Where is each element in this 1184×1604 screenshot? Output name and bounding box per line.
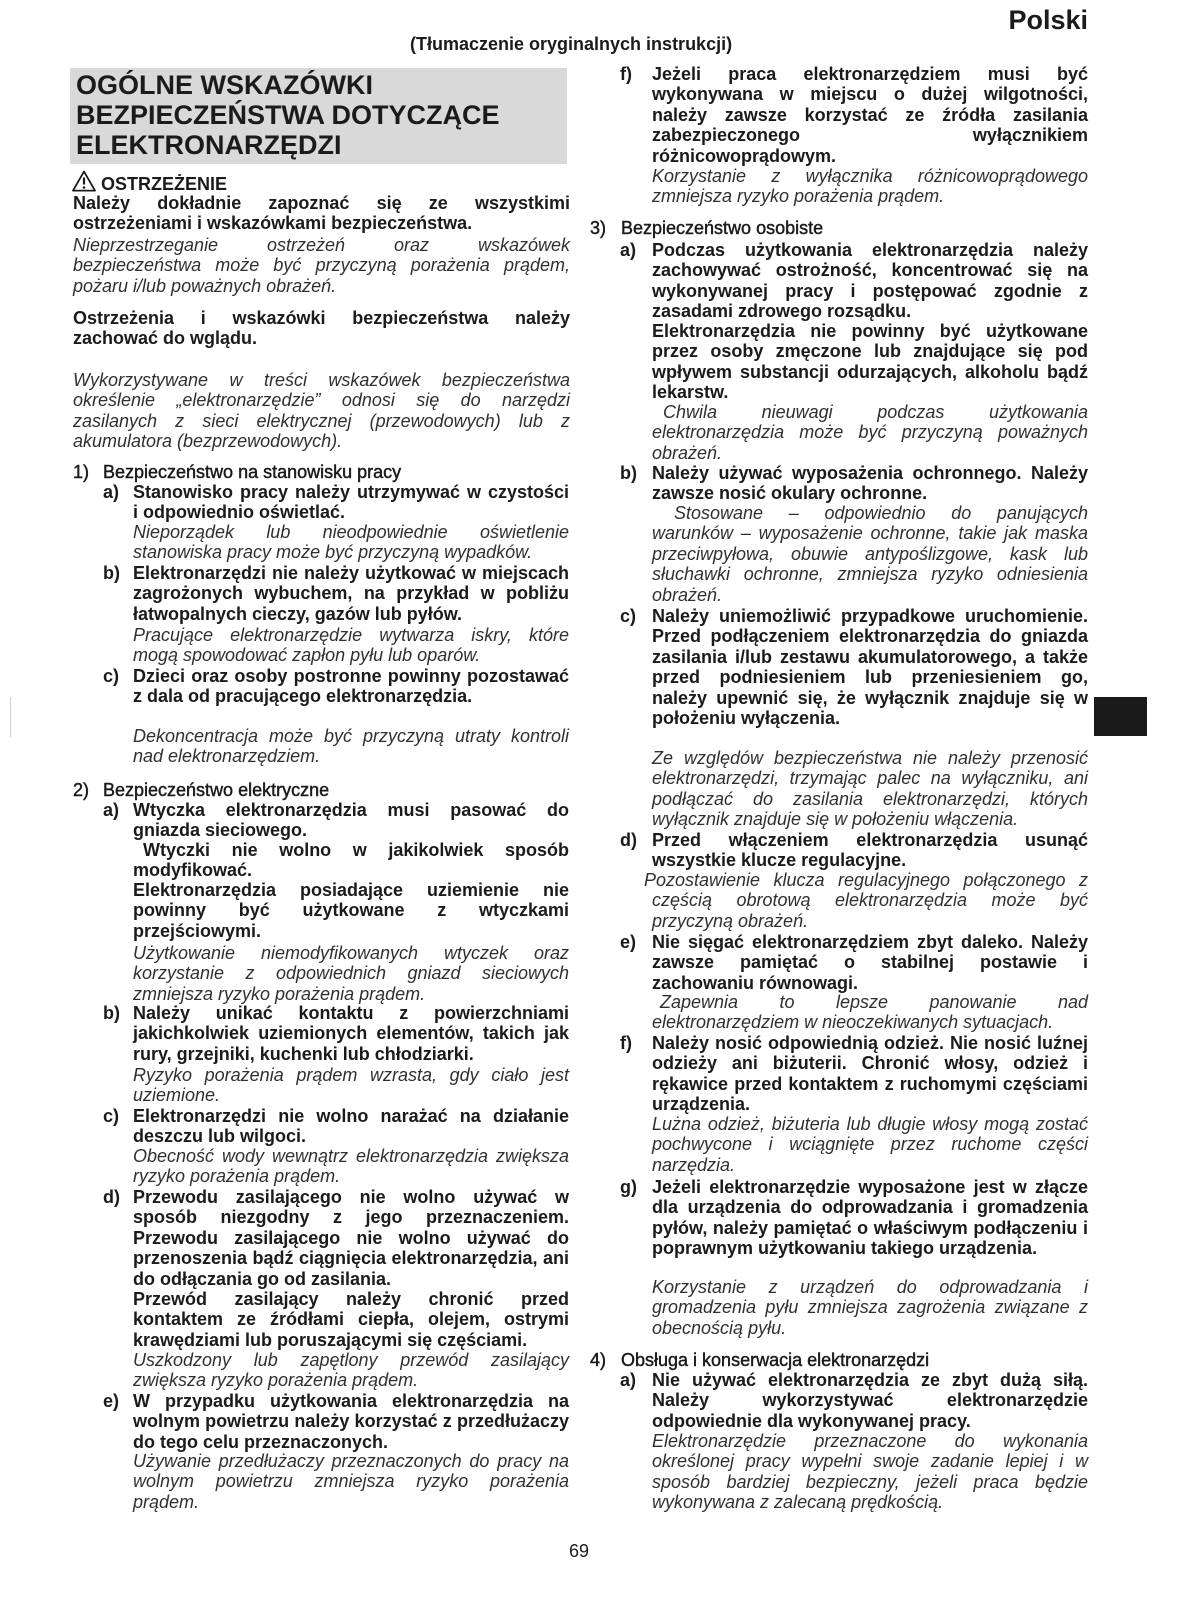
item-letter: b) <box>620 463 637 483</box>
rule-3g <box>620 1177 1088 1259</box>
note-3a: Chwila nieuwagi podczas użytkowania elektronarzędzia może być przyczyną poważnych obrażeń. <box>652 402 1088 463</box>
rule-text: Elektronarzędzi nie wolno narażać na działanie deszczu lub wilgoci. <box>133 1106 569 1147</box>
note-2f: Korzystanie z wyłącznika różnicowoprądowego zmniejsza ryzyko porażenia prądem. <box>652 166 1088 207</box>
section-number: 2) <box>73 780 90 800</box>
section-number: 4) <box>590 1350 607 1370</box>
note-2b: Ryzyko porażenia prądem wzrasta, gdy ciało jest uziemione. <box>133 1065 569 1106</box>
note-4a: Elektronarzędzie przeznaczone do wykonania określonej pracy wypełni swoje zadanie lepiej i w sposób bardziej bezpieczny, jeżeli praca będzie wykonywana z zalecaną prędkością. <box>652 1431 1088 1513</box>
rule-text: W przypadku użytkowania elektronarzędzia na wolnym powietrzu należy korzystać z przedłużaczy do tego celu przeznaczonych. <box>133 1391 569 1452</box>
rule-text: Należy unikać kontaktu z powierzchniami jakichkolwiek uziemionych elementów, takich jak rury, grzejniki, kuchenki lub chłodziarki. <box>133 1003 569 1064</box>
item-letter: a) <box>620 1370 637 1390</box>
item-letter: g) <box>620 1177 637 1197</box>
read-all-instruction: Należy dokładnie zapoznać się ze wszystkimi ostrzeżeniami i wskazówkami bezpieczeństwa. <box>73 193 570 234</box>
section-title: Bezpieczeństwo osobiste <box>621 218 824 238</box>
item-letter: b) <box>103 563 120 583</box>
rule-text: Wtyczka elektronarzędzia musi pasować do gniazda sieciowego. <box>133 800 569 841</box>
rule-2a <box>103 800 569 841</box>
rule-2f <box>620 64 1088 166</box>
item-letter: e) <box>620 932 637 952</box>
warning-triangle-icon <box>72 170 96 192</box>
section-title: Bezpieczeństwo na stanowisku pracy <box>103 462 402 482</box>
rule-1c <box>103 666 569 707</box>
rule-2d-part-2: Przewód zasilający należy chronić przed kontaktem ze źródłami ciepła, olejem, ostrymi krawędziami lub poruszającymi się częściami. <box>133 1289 569 1350</box>
rule-2a-part-2: Wtyczki nie wolno w jakikolwiek sposób modyfikować. <box>133 840 569 881</box>
rule-1a <box>103 482 569 523</box>
rule-2e <box>103 1391 569 1452</box>
rule-text: Podczas użytkowania elektronarzędzia należy zachowywać ostrożność, koncentrować się na wykonywanej pracy i postępować zgodnie z zasadami zdrowego rozsądku. <box>652 240 1088 322</box>
item-letter: e) <box>103 1391 120 1411</box>
item-letter: a) <box>620 240 637 260</box>
item-letter: d) <box>620 830 637 850</box>
read-all-note: Nieprzestrzeganie ostrzeżeń oraz wskazówek bezpieczeństwa może być przyczyną porażenia prądem, pożaru i/lub poważnych obrażeń. <box>73 235 570 296</box>
note-3f: Lużna odzież, biżuteria lub długie włosy mogą zostać pochwycone i wciągnięte przez ruchome części narzędzia. <box>652 1114 1088 1175</box>
page-edge-mark <box>10 697 11 737</box>
section-heading-3 <box>590 218 1088 238</box>
note-1a: Nieporządek lub nieodpowiednie oświetlenie stanowiska pracy może być przyczyną wypadków. <box>133 522 569 563</box>
item-letter: d) <box>103 1187 120 1207</box>
item-letter: a) <box>103 800 120 820</box>
note-3d: Pozostawienie klucza regulacyjnego połączonego z częścią obrotową elektronarzędzia może być przyczyną obrażeń. <box>644 870 1088 931</box>
rule-1b <box>103 563 569 624</box>
rule-text: Należy nosić odpowiednią odzież. Nie nosić luźnej odzieży ani biżuterii. Chronić włosy, odzież i rękawice przed kontaktem z ruchomymi częściami urządzenia. <box>652 1033 1088 1115</box>
section-number: 3) <box>590 218 607 238</box>
rule-text: Jeżeli praca elektronarzędziem musi być wykonywana w miejscu o dużej wilgotności, należy zawsze korzystać ze źródła zasilania zabezpieczonego wyłącznikiem różnicowoprądowym. <box>652 64 1088 166</box>
page-number: 69 <box>569 1541 590 1561</box>
section-heading-1 <box>73 462 570 482</box>
item-letter: f) <box>620 1033 632 1053</box>
title-box <box>70 68 567 164</box>
page-title: OGÓLNE WSKAZÓWKI BEZPIECZEŃSTWA DOTYCZĄCE ELEKTRONARZĘDZI <box>76 70 500 160</box>
note-1b: Pracujące elektronarzędzie wytwarza iskry, które mogą spowodować zapłon pyłu lub oparów. <box>133 625 569 666</box>
rule-text: Należy używać wyposażenia ochronnego. Należy zawsze nosić okulary ochronne. <box>652 463 1088 504</box>
note-3e: Zapewnia to lepsze panowanie nad elektronarzędziem w nieoczekiwanych sytuacjach. <box>652 992 1088 1033</box>
note-2d: Uszkodzony lub zapętlony przewód zasilający zwiększa ryzyko porażenia prądem. <box>133 1350 569 1391</box>
section-thumb-tab <box>1094 697 1147 736</box>
note-3c: Ze względów bezpieczeństwa nie należy przenosić elektronarzędzi, trzymając palec na wyłączniku, ani podłączać do zasilania elektronarzędzi, których wyłącznik znajduje się w położeniu włączenia. <box>652 748 1088 830</box>
keep-instructions: Ostrzeżenia i wskazówki bezpieczeństwa należy zachować do wglądu. <box>73 308 570 349</box>
rule-2a-part-3: Elektronarzędzia posiadające uziemienie nie powinny być użytkowane z wtyczkami przejściowymi. <box>133 880 569 941</box>
section-heading-2 <box>73 780 570 800</box>
translation-note: (Tłumaczenie oryginalnych instrukcji) <box>410 34 733 54</box>
rule-3f <box>620 1033 1088 1115</box>
note-3g: Korzystanie z urządzeń do odprowadzania i gromadzenia pyłu zmniejsza zagrożenia związane z obecnością pyłu. <box>652 1277 1088 1338</box>
item-letter: c) <box>103 666 120 686</box>
power-tool-definition: Wykorzystywane w treści wskazówek bezpieczeństwa określenie „elektronarzędzie” odnosi się do narzędzi zasilanych z sieci elektrycznej (przewodowych) lub z akumulatora (bezprzewodowych). <box>73 370 570 452</box>
rule-4a <box>620 1370 1088 1431</box>
item-letter: a) <box>103 482 120 502</box>
rule-3a <box>620 240 1088 322</box>
rule-text: Nie używać elektronarzędzia ze zbyt dużą siłą. Należy wykorzystywać elektronarzędzie odpowiednie dla wykonywanej pracy. <box>652 1370 1088 1431</box>
rule-3b <box>620 463 1088 504</box>
item-letter: c) <box>103 1106 120 1126</box>
rule-3e <box>620 932 1088 993</box>
rule-text: Nie sięgać elektronarzędziem zbyt daleko. Należy zawsze pamiętać o stabilnej postawie i zachowaniu równowagi. <box>652 932 1088 993</box>
item-letter: b) <box>103 1003 120 1023</box>
note-1c: Dekoncentracja może być przyczyną utraty kontroli nad elektronarzędziem. <box>133 726 569 767</box>
section-title: Bezpieczeństwo elektryczne <box>103 780 330 800</box>
section-title: Obsługa i konserwacja elektronarzędzi <box>621 1350 930 1370</box>
rule-text: Przewodu zasilającego nie wolno używać w sposób niezgodny z jego przeznaczeniem. Przewodu zasilającego nie wolno używać do przenoszenia bądź ciągnięcia elektronarzędzia, ani do odłączania go od zasilania. <box>133 1187 569 1289</box>
rule-3c <box>620 606 1088 728</box>
language-label: Polski <box>1008 5 1088 35</box>
rule-text: Należy uniemożliwić przypadkowe uruchomienie. Przed podłączeniem elektronarzędzia do gniazda zasilania i/lub zestawu akumulatorowego, a także przed podniesieniem lub przeniesieniem go, należy upewnić się, że wyłącznik znajduje się w położeniu wyłączenia. <box>652 606 1088 729</box>
rule-text: Stanowisko pracy należy utrzymywać w czystości i odpowiednio oświetlać. <box>133 482 569 523</box>
rule-3d <box>620 830 1088 871</box>
rule-2d <box>103 1187 569 1289</box>
note-3b: Stosowane – odpowiednio do panujących warunków – wyposażenie ochronne, takie jak maska przeciwpyłowa, obuwie antypoślizgowe, kask lub słuchawki ochronne, zmniejsza ryzyko odniesienia obrażeń. <box>652 503 1088 605</box>
section-number: 1) <box>73 462 90 482</box>
note-2c: Obecność wody wewnątrz elektronarzędzia zwiększa ryzyko porażenia prądem. <box>133 1146 569 1187</box>
rule-text: Jeżeli elektronarzędzie wyposażone jest w złącze dla urządzenia do odprowadzania i gromadzenia pyłów, należy pamiętać o właściwym podłączeniu i poprawnym użytkowaniu takiego urządzenia. <box>652 1177 1088 1259</box>
note-2a: Użytkowanie niemodyfikowanych wtyczek oraz korzystanie z odpowiednich gniazd sieciowych zmniejsza ryzyko porażenia prądem. <box>133 943 569 1004</box>
rule-text: Elektronarzędzi nie należy użytkować w miejscach zagrożonych wybuchem, na przykład w pobliżu łatwopalnych cieczy, gazów lub pyłów. <box>133 563 569 624</box>
rule-3a-part-2: Elektronarzędzia nie powinny być użytkowane przez osoby zmęczone lub znajdujące się pod wpływem substancji odurzających, alkoholu bądź lekarstw. <box>652 321 1088 403</box>
item-letter: f) <box>620 64 632 84</box>
section-heading-4 <box>590 1350 1088 1370</box>
warning-label: OSTRZEŻENIE <box>101 174 228 194</box>
rule-2b <box>103 1003 569 1064</box>
note-2e: Używanie przedłużaczy przeznaczonych do pracy na wolnym powietrzu zmniejsza ryzyko porażenia prądem. <box>133 1451 569 1512</box>
rule-2c <box>103 1106 569 1147</box>
rule-text: Dzieci oraz osoby postronne powinny pozostawać z dala od pracującego elektronarzędzia. <box>133 666 569 707</box>
rule-text: Przed włączeniem elektronarzędzia usunąć wszystkie klucze regulacyjne. <box>652 830 1088 871</box>
item-letter: c) <box>620 606 637 626</box>
